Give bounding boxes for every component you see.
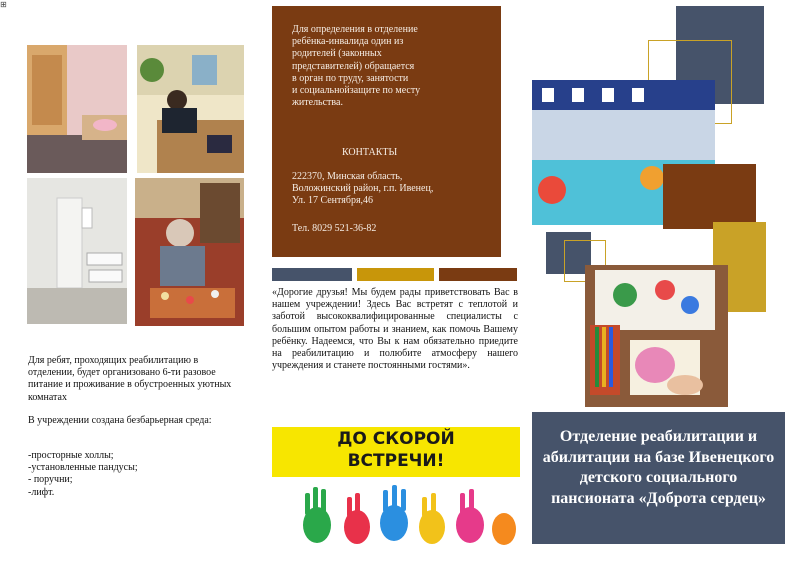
accommodation-text: Для ребят, проходящих реабилитацию в отделении, будет организовано 6-ти разовое питание и проживание в обустроенных уютных комнатах xyxy=(28,355,232,403)
info-line: ребёнка-инвалида один из xyxy=(292,36,404,48)
info-contacts-box xyxy=(272,6,501,257)
banner-text: ДО СКОРОЙ ВСТРЕЧИ! xyxy=(337,429,455,471)
painted-hands-icon xyxy=(272,475,520,546)
list-item: -просторные холлы; xyxy=(28,450,114,461)
info-line: Для определения в отделение xyxy=(292,24,418,35)
color-strip-gold xyxy=(357,268,434,281)
info-line: представителей) обращается xyxy=(292,60,415,72)
info-line: и социальнойзащите по месту xyxy=(292,85,421,97)
brochure-title-box xyxy=(532,412,785,544)
list-item: -установленные пандусы; xyxy=(28,462,138,474)
features-list xyxy=(28,450,240,499)
corner-mark: ⊞ xyxy=(0,0,7,9)
photo-child-playing xyxy=(135,178,244,326)
photo-drawing-child xyxy=(585,265,728,407)
welcome-text: «Дорогие друзья! Мы будем рады приветствовать Вас в нашем учреждении! Здесь Вас встретят с теплотой и заботой высококвалифицированные специалисты с большим опытом работы и знанием, как помочь Вашему ребёнку. Надеемся, что Вы к нам обязательно приедите на реабилитацию и полюбите атмосферу нашего учреждения и станете постоянными гостями». xyxy=(272,287,518,372)
list-item: - поручни; xyxy=(28,474,73,486)
info-line: родителей (законных xyxy=(292,48,382,60)
banner-see-you-soon xyxy=(272,413,520,546)
info-line: жительства. xyxy=(292,97,343,109)
brochure-title: Отделение реабилитации и абилитации на базе Ивенецкого детского социального пансионата «Доброта сердец» xyxy=(542,428,775,507)
address-line: Воложинский район, г.п. Ивенец, xyxy=(292,183,434,195)
barrier-free-text: В учреждении создана безбарьерная среда: xyxy=(28,415,212,426)
address xyxy=(292,171,497,208)
admission-info xyxy=(292,24,492,109)
color-strip-brown xyxy=(439,268,517,281)
photo-bedroom xyxy=(27,45,127,173)
info-line: в орган по труду, занятости xyxy=(292,72,409,84)
photo-bathroom xyxy=(27,178,127,324)
address-line: Ул. 17 Сентября,46 xyxy=(292,195,374,207)
contacts-heading: КОНТАКТЫ xyxy=(342,147,398,158)
photo-boy-studying xyxy=(137,45,244,173)
deco-square-brown xyxy=(663,164,756,229)
phone-number: Тел. 8029 521-36-82 xyxy=(292,223,377,234)
list-item: -лифт. xyxy=(28,486,55,498)
address-line: 222370, Минская область, xyxy=(292,171,403,182)
color-strip-slate xyxy=(272,268,352,281)
